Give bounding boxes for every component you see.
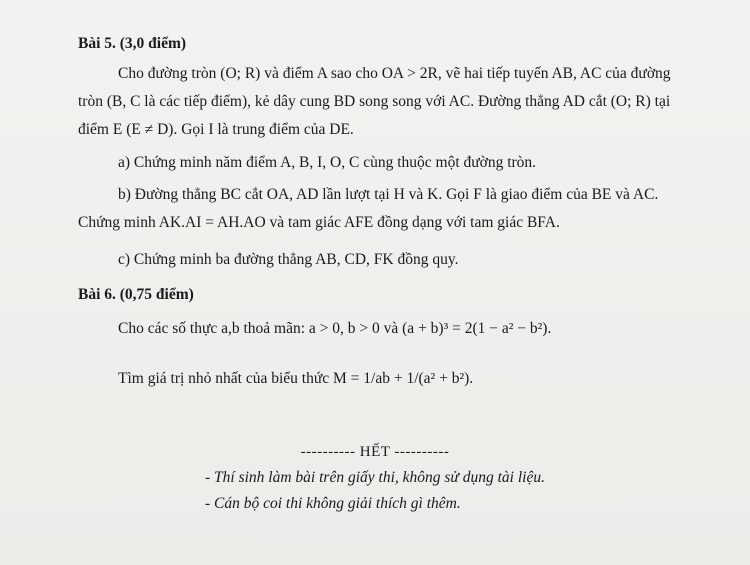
footer-note-1: - Thí sinh làm bài trên giấy thi, không sử dụng tài liệu.: [205, 469, 545, 486]
bai5-part-b-line-1: b) Đường thẳng BC cắt OA, AD lần lượt tại H và K. Gọi F là giao điểm của BE và AC.: [118, 186, 659, 203]
bai5-intro-line-1: Cho đường tròn (O; R) và điểm A sao cho OA > 2R, vẽ hai tiếp tuyến AB, AC của đường: [118, 65, 671, 82]
bai5-part-c: c) Chứng minh ba đường thẳng AB, CD, FK đồng quy.: [118, 251, 459, 268]
bai5-intro-line-3: điểm E (E ≠ D). Gọi I là trung điểm của DE.: [78, 121, 354, 138]
bai6-heading: Bài 6. (0,75 điểm): [78, 286, 194, 303]
bai5-part-a: a) Chứng minh năm điểm A, B, I, O, C cùng thuộc một đường tròn.: [118, 154, 537, 171]
footer-note-2: - Cán bộ coi thi không giải thích gì thêm.: [205, 495, 461, 512]
bai6-question: Tìm giá trị nhỏ nhất của biểu thức M = 1/ab + 1/(a² + b²).: [118, 370, 474, 387]
end-mark: ---------- HẾT ----------: [300, 444, 450, 460]
bai5-part-b-line-2: Chứng minh AK.AI = AH.AO và tam giác AFE đồng dạng với tam giác BFA.: [78, 214, 560, 231]
bai6-condition: Cho các số thực a,b thoả mãn: a > 0, b > 0 và (a + b)³ = 2(1 − a² − b²).: [118, 320, 552, 337]
bai5-intro-line-2: tròn (B, C là các tiếp điểm), kẻ dây cung BD song song với AC. Đường thẳng AD cắt (O; R) tại: [78, 93, 671, 110]
bai5-heading: Bài 5. (3,0 điểm): [78, 35, 187, 52]
